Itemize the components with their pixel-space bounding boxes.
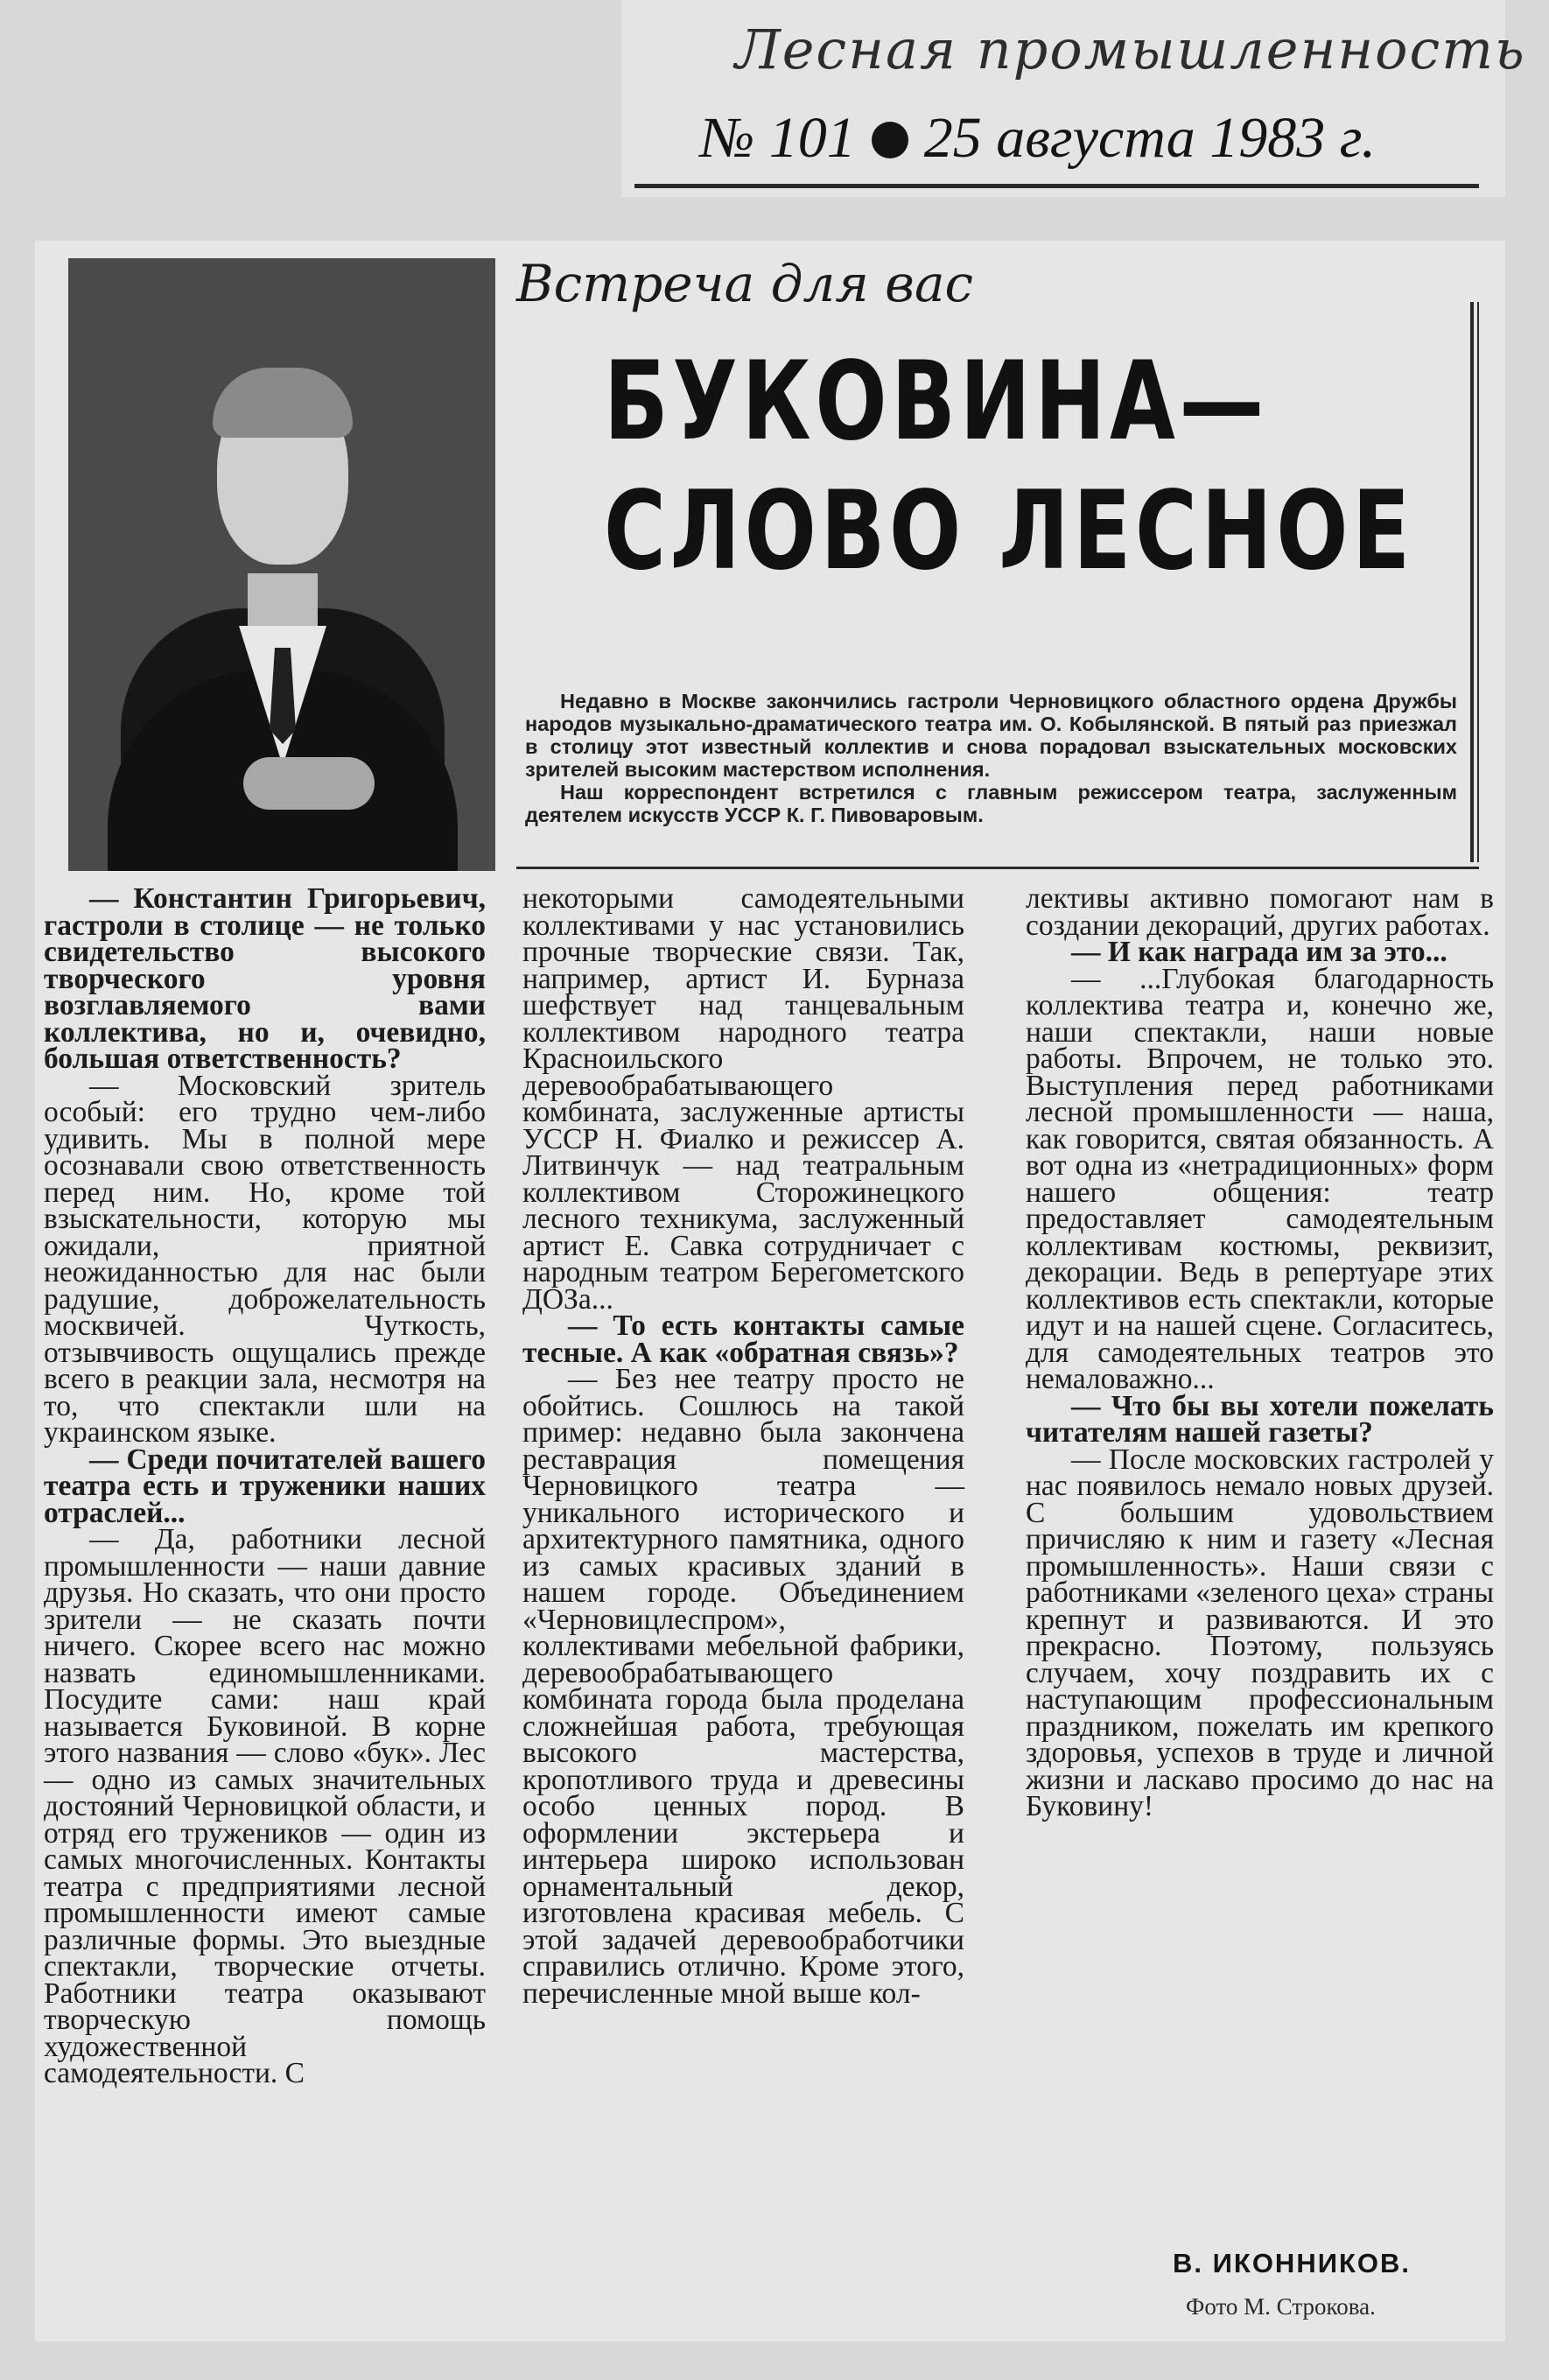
issue-date: 25 августа 1983 г.	[923, 106, 1377, 170]
lede-rule	[516, 867, 1479, 869]
answer-2: — Да, работники лесной промышленности — наши давние друзья. Но сказать, что они просто зрители — не сказать почти ничего. Скорее всего нас можно назвать единомышленниками. Посудите сами: наш край называется Буковиной. В корне этого названия — слово «бук». Лес — одно из самых значительных достояний Черновицкой области, и отряд его тружеников — один из самых многочисленных. Контакты театра с предприятиями лесной промышленности имеют самые различные формы. Это выездные спектакли, творческие отчеты. Работники театра оказывают творческую помощь художественной самодеятельности. С	[44, 1523, 486, 2089]
question-2: — Среди почитателей вашего театра есть и труженики наших отраслей...	[44, 1443, 486, 1529]
headline-frame-rule	[1470, 302, 1474, 862]
issue-line	[700, 105, 1470, 172]
headline-line-1: БУКОВИНА—	[604, 339, 1268, 465]
lede-paragraph-2: Наш корреспондент встретился с главным режиссером театра, заслуженным деятелем искусств УССР К. Г. Пивоваровым.	[525, 781, 1457, 826]
headline-frame-rule-inner	[1477, 302, 1479, 862]
question-5: — Что бы вы хотели пожелать читателям нашей газеты?	[1026, 1389, 1494, 1449]
column-1	[44, 882, 486, 2089]
question-4: — И как награда им за это...	[1071, 936, 1447, 968]
answer-4: — ...Глубокая благодарность коллектива театра и, конечно же, наши спектакли, наши новые работы. Впрочем, не только это. Выступления перед работниками лесной промышленности — наша, как говорится, святая обязанность. А вот одна из «нетрадиционных» форм нашего общения: театр предоставляет самодеятельным коллективам костюмы, реквизит, декорации. Ведь в репертуаре этих коллективов есть спектакли, которые идут и на нашей сцене. Согласитесь, для самодеятельных театров это немаловажно...	[1026, 962, 1494, 1395]
author-signature: В. ИКОННИКОВ.	[1173, 2248, 1412, 2278]
answer-1: — Московский зритель особый: его трудно чем-либо удивить. Мы в полной мере осознавали свою ответственность перед ним. Но, кроме той взыскательности, которую мы ожидали, приятной неожиданностью для нас были радушие, доброжелательность москвичей. Чуткость, отзывчивость ощущались прежде всего в реакции зала, несмотря на то, что спектакли шли на украинском языке.	[44, 1069, 486, 1449]
column-2	[522, 882, 964, 2010]
handwritten-newspaper-title: Лесная промышленность	[735, 18, 1526, 81]
lede-paragraph-1: Недавно в Москве закончились гастроли Черновицкого областного ордена Дружбы народов музыкально-драматического театра им. О. Кобылянской. В пятый раз приезжал в столицу этот известный коллектив и снова порадовал взыскательных московских зрителей высоким мастерством исполнения.	[525, 690, 1457, 781]
answer-3-continued: лективы активно помогают нам в создании декораций, других работах.	[1026, 882, 1494, 942]
photo-credit: Фото М. Строкова.	[1186, 2293, 1376, 2320]
rubric: Встреча для вас	[516, 254, 973, 313]
headline-line-2: СЛОВО ЛЕСНОЕ	[604, 468, 1414, 594]
answer-2-continued: некоторыми самодеятельными коллективами у нас установились прочные творческие связи. Так, например, артист И. Бурназа шефствует над танцевальным коллективом народного театра Красноильского деревообрабатывающего комбината, заслуженные артисты УССР Н. Фиалко и режиссер А. Литвинчук — над театральным коллективом Сторожинецкого лесного техникума, заслуженный артист Е. Савка сотрудничает с народным театром Берегометского ДОЗа...	[522, 882, 964, 1316]
question-3: — То есть контакты самые тесные. А как «обратная связь»?	[522, 1309, 964, 1369]
question-1: — Константин Григорьевич, гастроли в столице — не только свидетельство высокого творческого уровня возглавляемого вами коллектива, но и, очевидно, большая ответственность?	[44, 882, 486, 1075]
masthead-rule	[634, 184, 1479, 188]
headline	[604, 337, 1414, 596]
portrait-photo	[68, 258, 495, 871]
bullet-icon	[872, 122, 908, 158]
issue-number: № 101	[700, 106, 856, 170]
answer-3: — Без нее театру просто не обойтись. Сошлюсь на такой пример: недавно была закончена реставрация помещения Черновицкого театра — уникального исторического и архитектурного памятника, одного из самых красивых зданий в нашем городе. Объединением «Черновицлеспром», коллективами мебельной фабрики, деревообрабатывающего комбината города была проделана сложнейшая работа, требующая высокого мастерства, кропотливого труда и древесины особо ценных пород. В оформлении экстерьера и интерьера широко использован орнаментальный декор, изготовлена красивая мебель. С этой задачей деревообработчики справились отлично. Кроме этого, перечисленные мной выше кол-	[522, 1363, 964, 2010]
column-3	[1026, 882, 1494, 1822]
lede	[525, 690, 1457, 826]
answer-5: — После московских гастролей у нас появилось немало новых друзей. С большим удовольствием причисляю к ним и газету «Лесная промышленность». Наши связи с работниками «зеленого цеха» страны крепнут и развиваются. И это прекрасно. Поэтому, пользуясь случаем, хочу поздравить их с наступающим профессиональным праздником, пожелать им крепкого здоровья, успехов в труде и личной жизни и ласкаво просимо до нас на Буковину!	[1026, 1443, 1494, 1822]
